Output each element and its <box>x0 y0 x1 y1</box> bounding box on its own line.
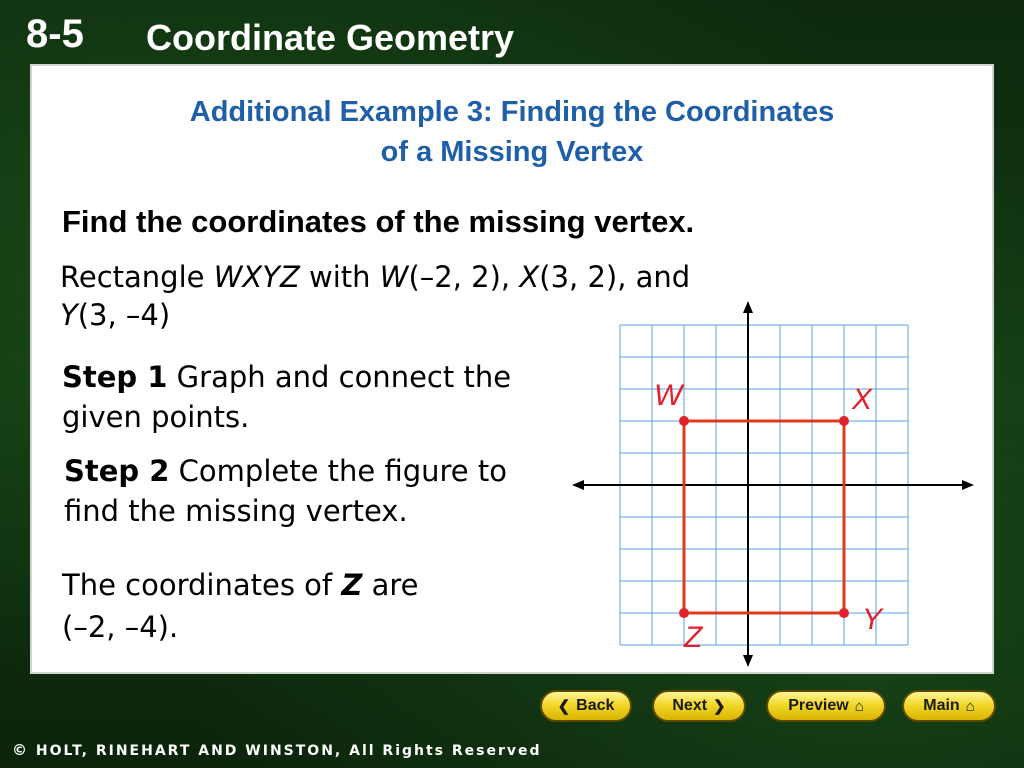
step-2-text: Complete the figure to find the missing vertex. <box>64 454 507 528</box>
slide-header <box>0 0 1024 64</box>
answer-vertex: Z <box>341 568 363 602</box>
x-coords: (3, 2), and <box>539 260 691 294</box>
next-label: Next <box>672 697 708 714</box>
copyright-icon: © <box>12 741 29 759</box>
y-coords: (3, –4) <box>77 298 171 332</box>
back-button[interactable] <box>540 690 632 722</box>
example-title <box>0 92 1024 172</box>
vertex-label-y: Y <box>862 603 883 636</box>
rights-text: All Rights Reserved <box>349 743 542 759</box>
vertex-point-w <box>679 416 689 426</box>
vertex-label-z: Z <box>684 621 703 654</box>
home-icon: ⌂ <box>965 697 975 715</box>
y-axis-arrow-down <box>743 655 753 667</box>
x-label: X <box>519 260 540 294</box>
vertex-label-x: X <box>852 383 873 416</box>
answer-suffix: are <box>371 568 419 602</box>
publisher-name: HOLT, RINEHART AND WINSTON, <box>35 743 343 759</box>
with-word: with <box>309 260 371 294</box>
next-button[interactable] <box>652 690 746 722</box>
step-2 <box>64 451 564 531</box>
back-label: Back <box>576 697 615 714</box>
main-label: Main <box>923 697 960 714</box>
vertex-point-y <box>839 608 849 618</box>
rect-name: WXYZ <box>213 260 300 294</box>
x-axis-arrow-right <box>962 480 974 490</box>
x-axis-arrow-left <box>572 480 584 490</box>
instruction-text: Find the coordinates of the missing vertex. <box>62 204 695 239</box>
copyright-footer <box>12 740 542 761</box>
lesson-title: Coordinate Geometry <box>146 17 515 58</box>
preview-button[interactable] <box>766 690 886 722</box>
example-title-line1: Additional Example 3: Finding the Coordinates <box>189 96 835 128</box>
lesson-number: 8-5 <box>26 12 84 56</box>
rect-word: Rectangle <box>60 260 205 294</box>
w-coords: (–2, 2), <box>408 260 511 294</box>
answer-prefix: The coordinates of <box>62 568 333 602</box>
step-2-label: Step 2 <box>64 454 170 488</box>
home-icon: ⌂ <box>854 697 864 715</box>
answer-text <box>62 564 542 648</box>
example-title-line2: of a Missing Vertex <box>380 136 644 168</box>
preview-label: Preview <box>788 697 849 714</box>
coordinate-grid <box>570 300 980 670</box>
y-label: Y <box>60 298 78 332</box>
chevron-right-icon: ❯ <box>713 697 726 715</box>
answer-coords: (–2, –4). <box>62 610 179 644</box>
vertex-point-z <box>679 608 689 618</box>
vertex-point-x <box>839 416 849 426</box>
chevron-left-icon: ❮ <box>557 697 571 715</box>
vertex-label-w: W <box>654 379 683 412</box>
step-1-text: Graph and connect the given points. <box>62 360 512 434</box>
main-button[interactable] <box>902 690 996 722</box>
step-1 <box>62 357 562 437</box>
w-label: W <box>379 260 409 294</box>
y-axis-arrow-up <box>743 301 753 313</box>
step-1-label: Step 1 <box>62 360 168 394</box>
